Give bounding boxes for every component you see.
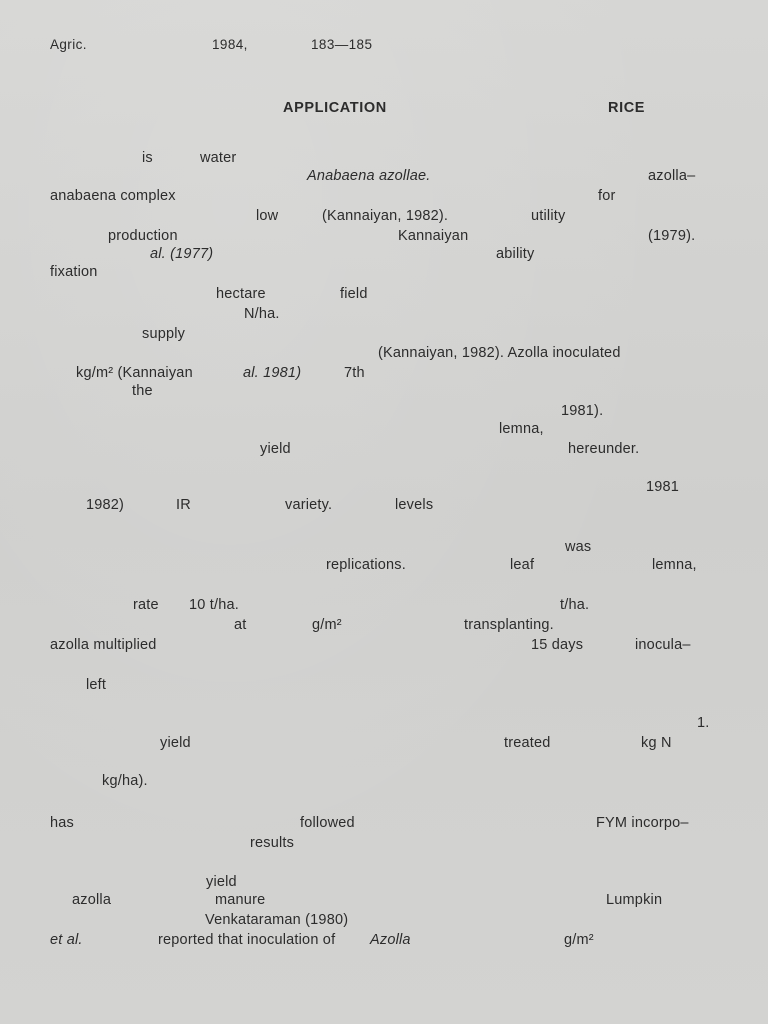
text-fragment: g/m² [564,932,594,948]
text-fragment: Lumpkin [606,892,663,908]
text-fragment: treated [504,735,551,751]
text-fragment: yield [260,441,291,457]
text-fragment: 1981). [561,403,604,419]
text-fragment: yield [206,874,237,890]
text-fragment: 1. [697,715,710,731]
text-fragment: kg/m² (Kannaiyan [76,365,193,381]
text-fragment: transplanting. [464,617,554,633]
text-fragment: lemna, [652,557,697,573]
text-fragment: (1979). [648,228,696,244]
text-fragment: supply [142,326,186,342]
text-fragment: at [234,617,247,633]
text-fragment: followed [300,815,355,831]
text-fragment: levels [395,497,434,513]
text-fragment: lemna, [499,421,544,437]
text-fragment: kg N [641,735,672,751]
text-fragment: (Kannaiyan, 1982). [322,208,449,224]
text-fragment: the [132,383,153,399]
text-fragment: water [200,150,237,166]
text-fragment: results [250,835,295,851]
text-fragment: manure [215,892,266,908]
text-fragment: has [50,815,74,831]
text-fragment: 7th [344,365,365,381]
text-fragment: leaf [510,557,535,573]
text-fragment: g/m² [312,617,342,633]
publication-year: 1984, [212,37,248,52]
text-fragment: anabaena complex [50,188,176,204]
text-fragment: ability [496,246,535,262]
article-title-right: RICE [608,100,646,116]
text-fragment: hectare [216,286,266,302]
text-fragment: (Kannaiyan, 1982). Azolla inoculated [378,345,621,361]
text-fragment: variety. [285,497,333,513]
text-fragment: reported that inoculation of [158,932,336,948]
text-fragment: 10 t/ha. [189,597,239,613]
text-fragment: rate [133,597,159,613]
text-fragment: replications. [326,557,406,573]
text-fragment: kg/ha). [102,773,148,789]
text-fragment: azolla multiplied [50,637,157,653]
text-fragment: was [565,539,592,555]
text-fragment: utility [531,208,566,224]
article-title-left: APPLICATION [283,100,387,116]
text-fragment: al. 1981) [243,365,302,381]
text-fragment: 15 days [531,637,584,653]
text-fragment: Venkataraman (1980) [205,912,349,928]
text-fragment: azolla [72,892,112,908]
text-fragment: al. (1977) [150,246,214,262]
journal-name: Agric. [50,37,87,52]
text-fragment: et al. [50,932,83,948]
text-fragment: field [340,286,368,302]
text-fragment: Kannaiyan [398,228,469,244]
text-fragment: left [86,677,107,693]
text-fragment: Azolla [370,932,411,948]
text-fragment: 1982) [86,497,125,513]
text-fragment: IR [176,497,191,513]
text-fragment: fixation [50,264,98,280]
text-fragment: inocula– [635,637,691,653]
text-fragment: is [142,150,153,166]
text-fragment: FYM incorpo– [596,815,689,831]
text-fragment: production [108,228,178,244]
text-fragment: for [598,188,616,204]
text-fragment: yield [160,735,191,751]
text-fragment: N/ha. [244,306,280,322]
text-fragment: hereunder. [568,441,640,457]
text-fragment: t/ha. [560,597,590,613]
text-fragment: low [256,208,279,224]
text-fragment: 1981 [646,479,680,495]
text-fragment: Anabaena azollae. [307,168,431,184]
page-range: 183—185 [311,37,373,52]
text-fragment: azolla– [648,168,696,184]
